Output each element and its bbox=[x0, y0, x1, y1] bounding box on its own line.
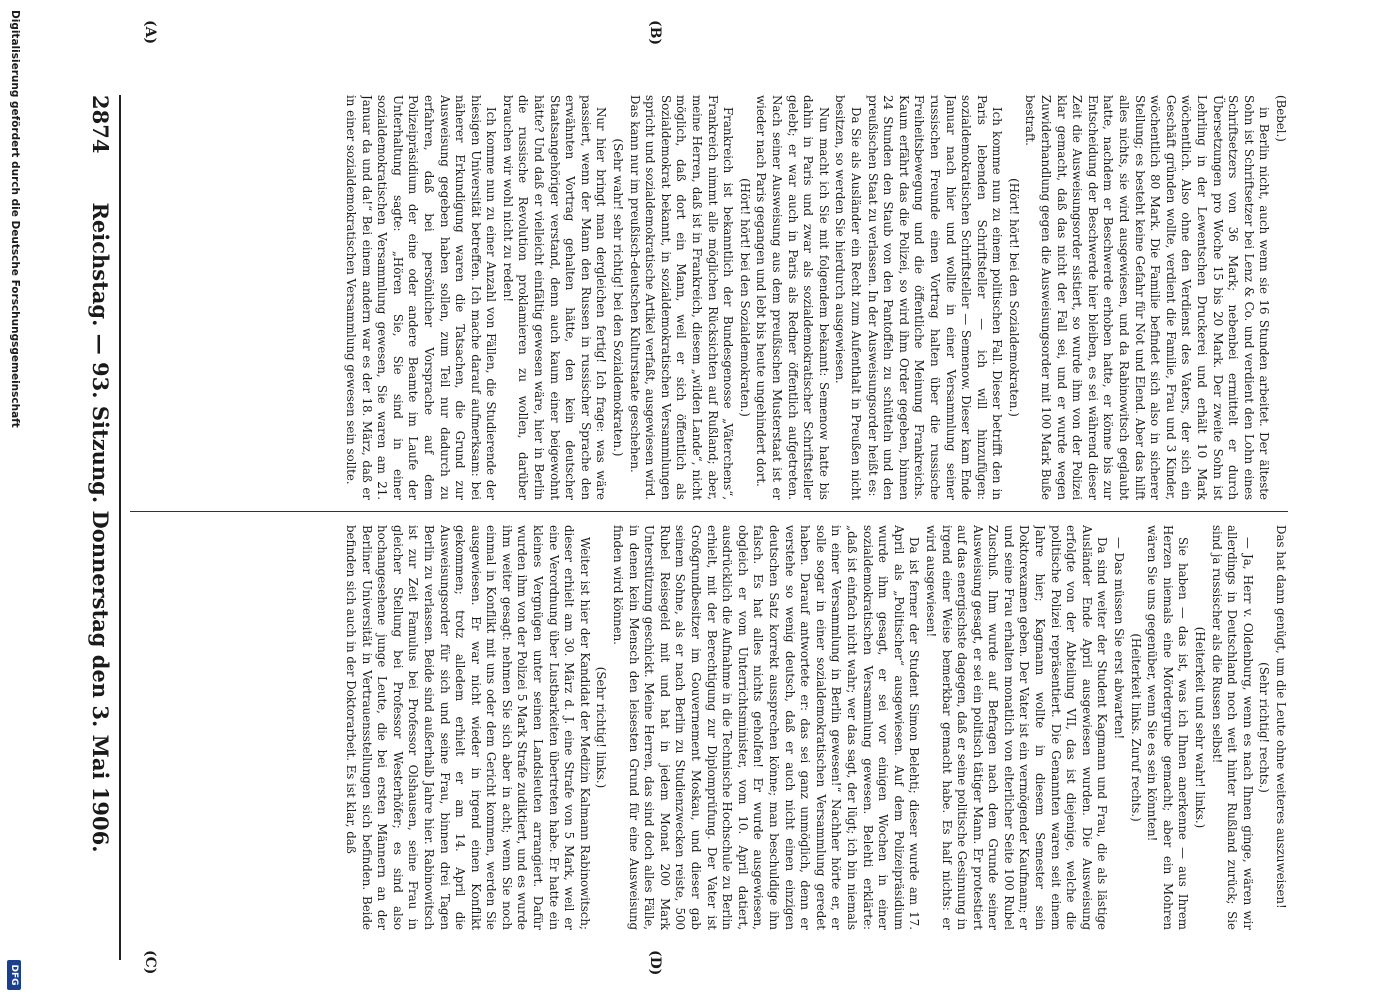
page-title: Reichstag. — 93. Sitzung. Donnerstag den 3. Mai 1906. bbox=[88, 202, 113, 853]
right-text-column bbox=[130, 525, 1288, 930]
dfg-logo: DFG bbox=[7, 960, 21, 990]
paragraph: Da Sie als Ausländer ein Recht zum Aufenthalt in Preußen nicht besitzen, so werden Sie hierdurch ausgewiesen. bbox=[833, 95, 863, 500]
margin-mark-b: (B) bbox=[647, 20, 663, 46]
paragraph: (Heiterkeit links. Zuruf rechts.) bbox=[1128, 633, 1143, 822]
paragraph: Da sind weiter der Student Kagmann und Frau, die als lästige Ausländer Ende April ausgewiesen wurden. Die Ausweisung erfolgte von der Abteilung VII, das ist diejenige, welche die politische Polizei repräsentiert. Die Genannten waren seit einem Jahre hier; Kagmann wollte in diesem Semester sein Doktorexamen geben. Der Vater ist ein vermögender Kaufmann; er und seine Frau erhalten monatlich von elterlicher Seite 100 Rubel Zuschuß. Ihm wurde auf Befragen nach dem Grunde seiner Ausweisung gesagt, er sei ein politisch tätiger Mann. Er protestiert auf das energischste dagegen, daß er seine politische Gesinnung in irgend einer Weise bemerkbar gemacht habe. Es half nichts: er wird ausgewiesen! bbox=[923, 525, 1110, 930]
funding-note: Digitalisierung gefördert durch die Deutsche Forschungsgemeinschaft bbox=[9, 10, 21, 428]
paragraph: (Hört! hört! bei den Sozialdemokraten.) bbox=[1006, 178, 1021, 417]
paragraph: (Sehr richtig! rechts.) bbox=[1257, 662, 1272, 793]
page-number: 2874 bbox=[88, 95, 113, 154]
paragraph: — Ja, Herr v. Oldenburg, wenn es nach Ihnen ginge, wären wir allerdings in Deutschland noch weit hinter Rußland zurück; Sie sind ja russischer als die Russen selbst! bbox=[1209, 525, 1255, 930]
paragraph: (Sehr wahr! sehr richtig! bei den Sozialdemokraten.) bbox=[611, 138, 626, 457]
paragraph: Weiter ist hier der Kandidat der Medizin Kalmann Rabinowitsch; dieser erhielt am 30. März d. J. eine Strafe von 5 Mark, weil er eine Verordnung über Lustbarkeiten übertreten habe. Er hatte ein kleines Vergnügen unter seinen Landsleuten arrangiert. Dafür wurden ihm von der Polizei 5 Mark Strafe zudiktiert, und es wurde ihm weiter gesagt: nehmen Sie sich aber in acht; wenn Sie noch einmal in Konflikt mit uns oder dem Gericht kommen, werden Sie ausgewiesen. Er war nicht wieder in irgend einen Konflikt gekommen; trotz alledem erhielt er am 14. April die Ausweisungsorder für sich und seine Frau, binnen drei Tagen Berlin zu verlassen. Beide sind außerhalb Jahre hier. Rabinowitsch ist zur Zeit Famulus bei Professor Olshausen, seine Frau in gleicher Stellung bei Professor Westerhöfer; es sind also hochangesehene junge Leute, die bei ersten Männern an der Berliner Universität in Vertrauensstellungen sich befinden. Beide befinden sich auch in der Doktorarbeit. Es ist klar, daß bbox=[343, 525, 592, 930]
paragraph: Ich komme nun zu einem politischen Fall. Dieser betrifft den in Paris lebenden Schriftsteller — ich will hinzufügen: sozialdemokratischen Schriftsteller — Semenow. Dieser kam Ende Januar nach hier und wollte in einer Versammlung seiner russischen Freunde einen Vortrag halten über die russische Freiheitsbewegung und die öffentliche Meinung Frankreichs. Kaum erfährt das die Polizei, so wird ihm Order gegeben, binnen 24 Stunden den Staub von den Pantoffeln zu schütteln und den preußischen Staat zu verlassen. In der Ausweisungsorder heißt es: bbox=[865, 95, 1005, 500]
paragraph: (Heiterkeit und sehr wahr! links.) bbox=[1193, 626, 1208, 829]
margin-mark-d: (D) bbox=[647, 950, 663, 976]
page-header bbox=[83, 95, 113, 960]
paragraph: Nun macht ich Sie mit folgendem bekannt: Semenow hatte bis dahin in Paris und zwar als sozialdemokratischer Schriftsteller gelebt; er war auch in Paris als Redner öffentlich aufgetreten. Nach seiner Ausweisung aus dem preußischen Musterstaat ist er wieder nach Paris gegangen und lebt bis heute ungehindert dort. bbox=[754, 95, 831, 500]
paragraph: Da ist ferner der Student Simon Belehti; dieser wurde am 17. April als „Politischer“ ausgewiesen. Auf dem Polizeipräsidium wurde ihm gesagt, er sei vor einigen Wochen in einer sozialdemokratischen Versammlung gewesen. Belehti erklärte: „daß ist einfach nicht wahr; wer das sagt, der lügt; ich bin niemals in einer Versammlung in Berlin gewesen!“ Nachher hörte er, er solle sogar in einer sozialdemokratischen Versammlung geredet haben. Darauf antwortete er: das sei ganz unmöglich, denn er verstehe so wenig deutsch, daß er auch nicht einen einzigen deutschen Satz korrekt aussprechen könne; man beschuldige ihn falsch. Es hat alles nichts geholfen! Er wurde ausgewiesen, obgleich er vom Unterrichtsminister, vom 10. April datiert, ausdrücklich die Aufnahme in die Technische Hochschule zu Berlin erhielt, mit der Berechtigung zur Diplomprüfung. Der Vater ist Großgrundbesitzer im Gouvernement Moskau, und dieser gab seinem Sohne, als er nach Berlin zu Studienzwecken reiste, 500 Rubel Reisegeld mit und hat in jedem Monat 200 Mark Unterstützung geschickt. Meine Herren, das sind doch alles Fälle, in denen kein Mensch den leisesten Grund für eine Ausweisung finden wird können. bbox=[611, 525, 922, 930]
margin-mark-c: (C) bbox=[142, 950, 158, 975]
left-text-column bbox=[130, 95, 1288, 500]
paragraph: — Das müssen Sie erst abwarten! bbox=[1112, 537, 1127, 740]
column-divider bbox=[130, 511, 1288, 512]
paragraph: Sie haben — das ist, was ich Ihnen anerkenne — aus Ihrem Herzen niemals eine Mördergrube gemacht; aber ein Mohren wären Sie uns gegenüber, wenn Sie es sein könnten! bbox=[1145, 525, 1191, 930]
paragraph: (Hört! hört! bei den Sozialdemokraten.) bbox=[737, 178, 752, 417]
paragraph: (Bebel.) bbox=[1274, 95, 1288, 142]
paragraph: Nur hier bringt man dergleichen fertig! Ich frage: was wäre passiert, wenn der Mann den Russen in russischer Sprache den erwähnten Vortrag gehalten hätte, den kein deutscher Staatsangehöriger verstand, denn auch kaum einer beigewohnt hätte? Und daß er vielleicht einfältig gewesen wäre, hier in Berlin die russische Revolution proklamieren zu wollen, darüber brauchen wir wohl nicht zu reden! bbox=[500, 95, 609, 500]
margin-mark-a: (A) bbox=[142, 20, 158, 45]
paragraph: Ich komme nun zu einer Anzahl von Fällen, die Studierende der hiesigen Universität betreffen. Ich mache darauf aufmerksam: bei näherer Erkundigung waren die Tatsachen, die Grund zur Ausweisung gegeben haben sollen, zum Teil nur dadurch zu erfahren, daß bei persönlicher Vorsprache auf dem Polizeipräsidium der eine oder andere Beamte im Laufe der Unterhaltung sagte: „Hören Sie, Sie sind in einer sozialdemokratischen Versammlung gewesen, Sie waren am 21. Januar da und da!“ Bei einem andern war es der 18. März, daß er in einer sozialdemokratischen Versammlung gewesen sein sollte. bbox=[343, 95, 499, 500]
page-footer bbox=[3, 0, 21, 1000]
paragraph: in Berlin nicht, auch wenn sie 16 Stunden arbeitet. Der älteste Sohn ist Schriftsetzer bei Lenz & Co. und verdient den Lohn eines Schriftsetzers von 36 Mark; nebenbei ermittelt er durch Übersetzungen pro Woche 15 bis 20 Mark. Der zweite Sohn ist Lehrling in der Lewentschen Druckerei und erhält 10 Mark wöchentlich. Also ohne den Verdienst des Vaters, der sich ein Geschäft gründen wollte, verdient die Familie, Frau und 3 Kinder, wöchentlich 80 Mark. Die Familie befindet sich also in sicherer Stellung; es besteht keine Gefahr für Not und Elend. Aber das hilft alles nichts, sie wird ausgewiesen, und da Rabinowitsch geglaubt hatte, nachdem er Beschwerde erhoben hatte, er könne bis zur Entscheidung der Beschwerde hier bleiben, es sei während dieser Zeit die Ausweisungsorder sistiert, so wurde ihm von der Polizei klar gemacht, daß das nicht der Fall sei, und er wurde wegen Zuwiderhandlung gegen die Ausweisungsorder mit 100 Mark Buße bestraft. bbox=[1023, 95, 1272, 500]
paragraph: Das hat dann genügt, um die Leute ohne weiteres auszuweisen! bbox=[1274, 525, 1288, 909]
paragraph: Frankreich ist bekanntlich der Bundesgenosse „Väterchens“, Frankreich nimmt alle möglichen Rücksichten auf Rußland; aber, meine Herren, daß ist in Frankreich, diesem „wilden Lande“, nicht möglich, daß dort ein Mann, weil er sich öffentlich als Sozialdemokrat bekannt, in sozialdemokratischen Versammlungen spricht und sozialdemokratische Artikel verfaßt, ausgewiesen wird. Das kann nur im preußisch-deutschen Kulturstaate geschehen. bbox=[627, 95, 736, 500]
header-rule bbox=[119, 95, 121, 960]
paragraph: (Sehr richtig! links.) bbox=[594, 666, 609, 789]
